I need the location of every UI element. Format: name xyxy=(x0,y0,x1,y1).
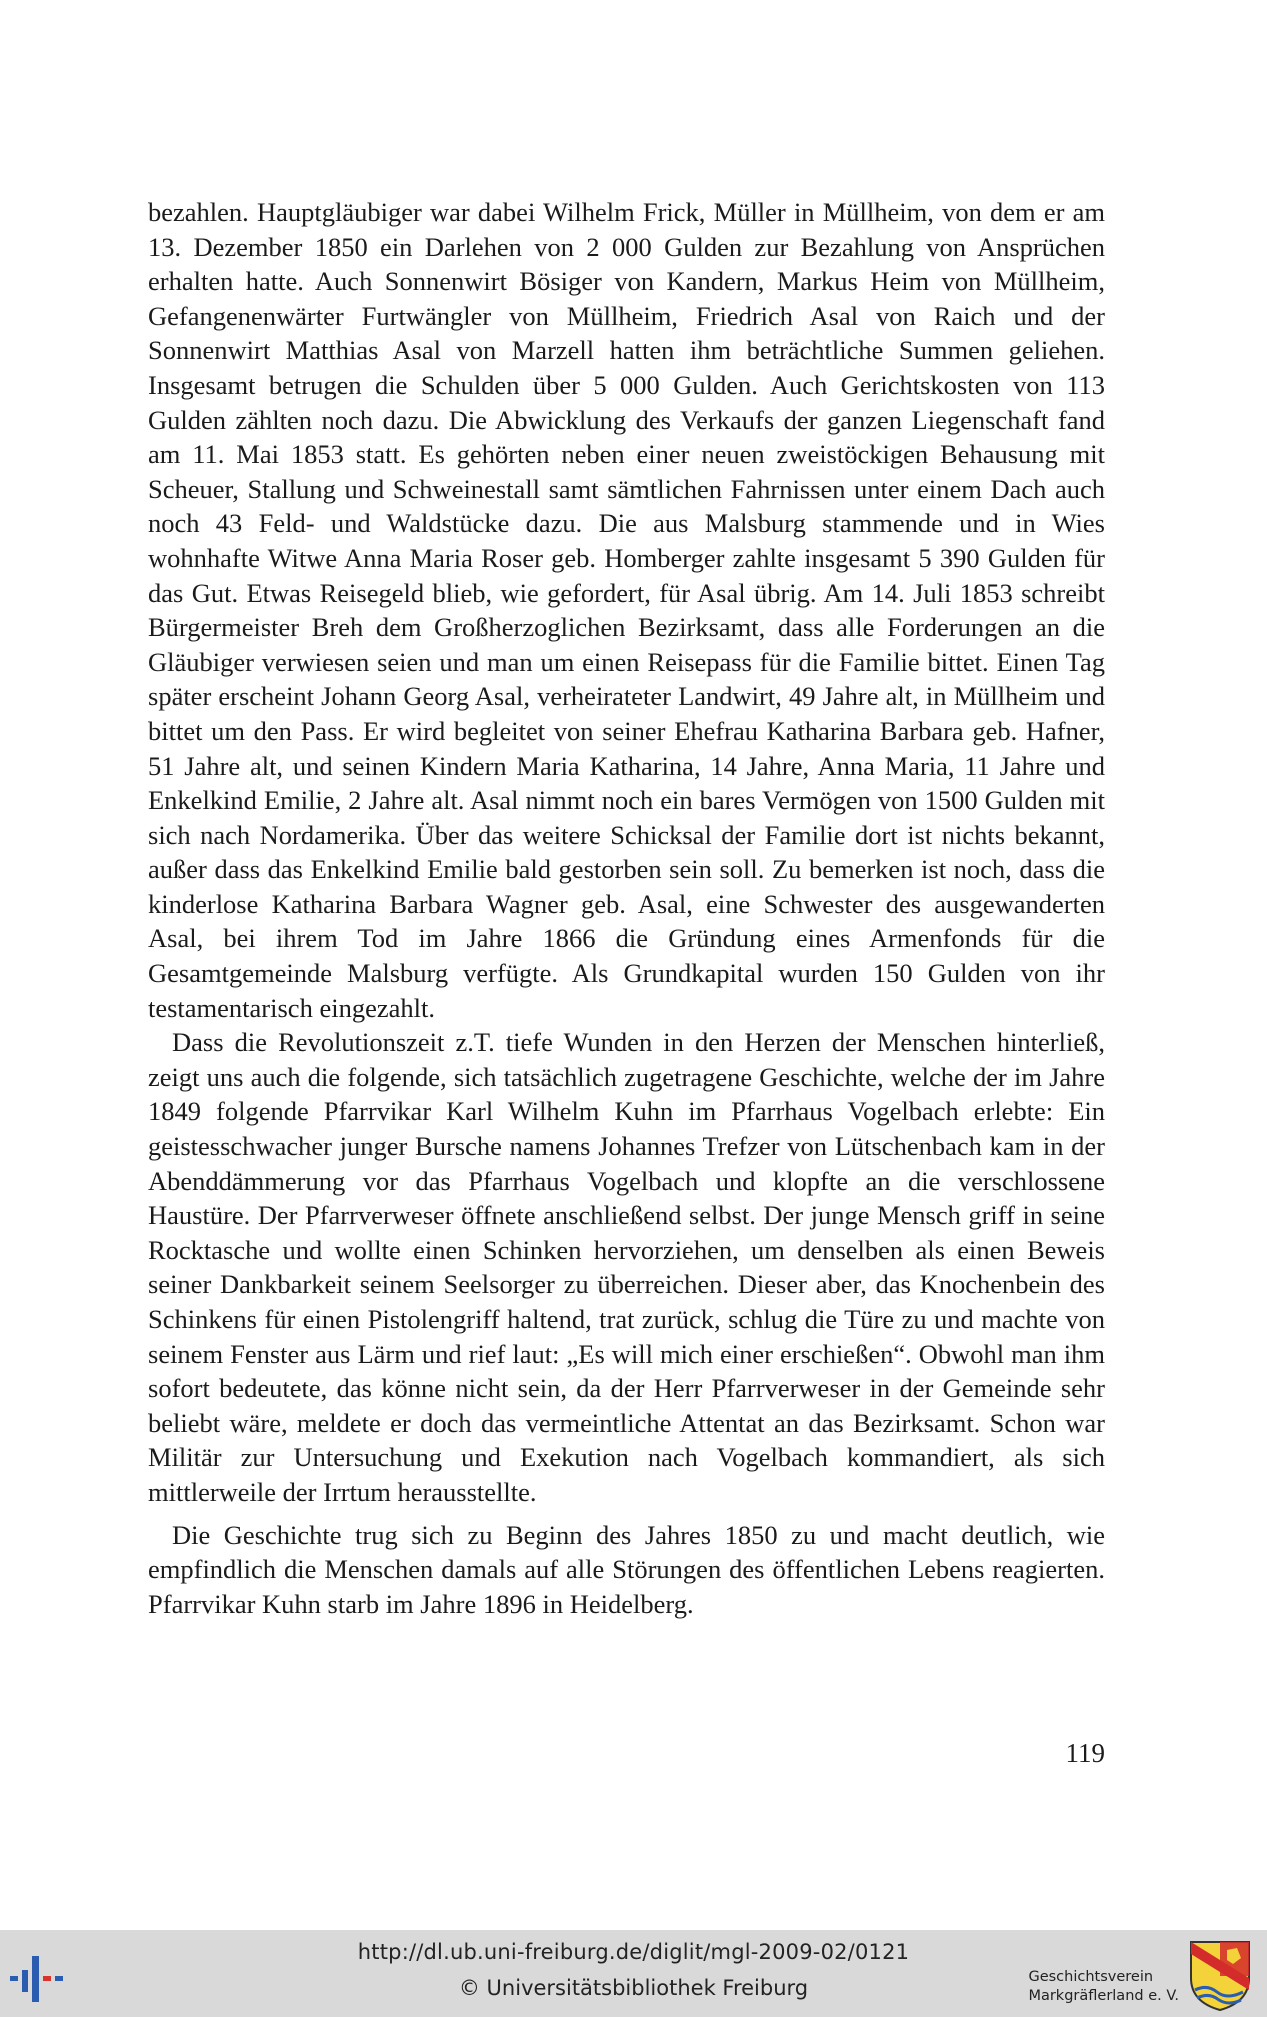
society-name-line1: Geschichtsverein xyxy=(1028,1969,1154,1985)
paragraph-2: Dass die Revolutionszeit z.T. tiefe Wunden in den Herzen der Menschen hinterließ, zeigt uns auch die folgende, sich tatsächlich zugetragene Geschichte, welche der im Jahre 1849 folgende Pfarrvikar Karl Wilhelm Kuhn im Pfarrhaus Vogelbach erlebte: Ein geistesschwacher junger Bursche namens Johannes Trefzer von Lütschenbach kam in der Abenddämmerung vor das Pfarrhaus Vogelbach und klopfte an die verschlossene Haustüre. Der Pfarrverweser öffnete anschließend selbst. Der junge Mensch griff in seine Rocktasche und wollte einen Schinken hervorziehen, um denselben als einen Beweis seiner Dankbarkeit seinem Seelsorger zu überreichen. Dieser aber, das Knochenbein des Schinkens für einen Pistolengriff haltend, trat zurück, schlug die Türe zu und machte von seinem Fenster aus Lärm und rief laut: „Es will mich einer erschießen“. Obwohl man ihm sofort bedeutete, das könne nicht sein, da der Herr Pfarrverweser in der Gemeinde sehr beliebt wäre, meldete er doch das vermeintliche Attentat an das Bezirksamt. Schon war Militär zur Untersuchung und Exekution nach Vogelbach kommandiert, als sich mittlerweile der Irrtum herausstellte. xyxy=(148,1027,1105,1507)
footer-bar xyxy=(0,1930,1267,2017)
body-text xyxy=(148,195,1105,1621)
page-number: 119 xyxy=(1065,1738,1105,1768)
footer-copyright: © Universitätsbibliothek Freiburg xyxy=(458,1976,809,2000)
coat-of-arms-icon xyxy=(1187,1938,1253,2012)
paragraph-1: bezahlen. Hauptgläubiger war dabei Wilhelm Frick, Müller in Müllheim, von dem er am 13. Dezember 1850 ein Darlehen von 2 000 Gulden zur Bezahlung von Ansprüchen erhalten hatte. Auch Sonnenwirt Bösiger von Kandern, Markus Heim von Müllheim, Gefangenenwärter Furtwängler von Müllheim, Friedrich Asal von Raich und der Sonnenwirt Matthias Asal von Marzell hatten ihm beträchtliche Summen geliehen. Insgesamt betrugen die Schulden über 5 000 Gulden. Auch Gerichtskosten von 113 Gulden zählten noch dazu. Die Abwicklung des Verkaufs der ganzen Liegenschaft fand am 11. Mai 1853 statt. Es gehörten neben einer neuen zweistöckigen Behausung mit Scheuer, Stallung und Schweinestall samt sämtlichen Fahrnissen unter einem Dach auch noch 43 Feld- und Waldstücke dazu. Die aus Malsburg stammende und in Wies wohnhafte Witwe Anna Maria Roser geb. Homberger zahlte insgesamt 5 390 Gulden für das Gut. Etwas Reisegeld blieb, wie gefordert, für Asal übrig. Am 14. Juli 1853 schreibt Bürgermeister Breh dem Großherzoglichen Bezirksamt, dass alle Forderungen an die Gläubiger verwiesen seien und man um einen Reisepass für die Familie bittet. Einen Tag später erscheint Johann Georg Asal, verheirateter Landwirt, 49 Jahre alt, in Müllheim und bittet um den Pass. Er wird begleitet von seiner Ehefrau Katharina Barbara geb. Hafner, 51 Jahre alt, und seinen Kindern Maria Katharina, 14 Jahre, Anna Maria, 11 Jahre und Enkelkind Emilie, 2 Jahre alt. Asal nimmt noch ein bares Vermögen von 1500 Gulden mit sich nach Nordamerika. Über das weitere Schicksal der Familie dort ist nichts bekannt, außer dass das Enkelkind Emilie bald gestorben sein soll. Zu bemerken ist noch, dass die kinderlose Katharina Barbara Wagner geb. Asal, eine Schwester des ausgewanderten Asal, bei ihrem Tod im Jahre 1866 die Gründung eines Armenfonds für die Gesamtgemeinde Malsburg verfügte. Als Grundkapital wurden 150 Gulden von ihr testamentarisch eingezahlt. xyxy=(148,197,1105,1023)
society-name xyxy=(1028,1968,1179,2006)
paragraph-3: Die Geschichte trug sich zu Beginn des Jahres 1850 zu und macht deutlich, wie empfindlich die Menschen damals auf alle Störungen des öffentlichen Lebens reagierten. Pfarrvikar Kuhn starb im Jahre 1896 in Heidelberg. xyxy=(148,1519,1105,1619)
footer-url-link[interactable]: http://dl.ub.uni-freiburg.de/diglit/mgl-2009-02/0121 xyxy=(357,1940,910,1964)
society-name-line2: Markgräflerland e. V. xyxy=(1028,1988,1179,2004)
